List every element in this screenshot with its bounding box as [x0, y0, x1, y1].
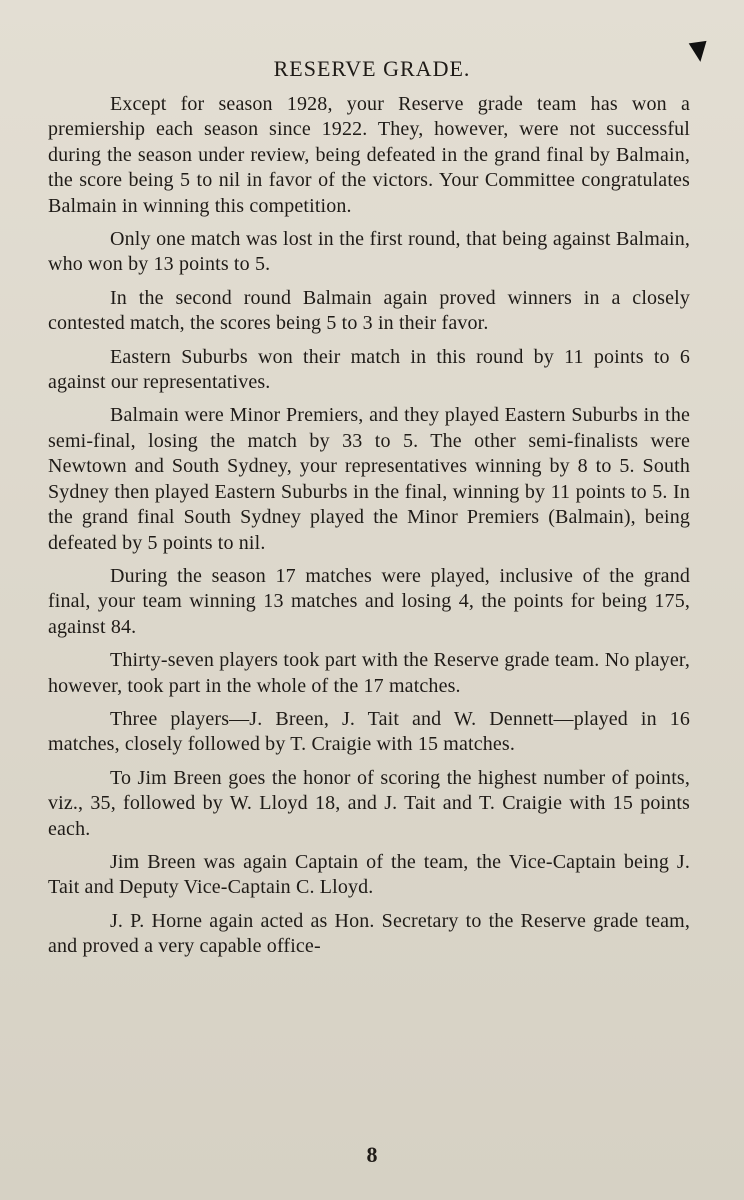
paragraph: Eastern Suburbs won their match in this round by 11 points to 6 against our representatives. — [48, 345, 690, 394]
paragraph: Except for season 1928, your Reserve grade team has won a premiership each season since 1922. They, however, were not successful during the season under review, being defeated in the grand final by Balmain, the score being 5 to nil in favor of the victors. Your Committee congratulates Balmain in winning this competition. — [48, 93, 690, 217]
body-text — [48, 92, 690, 960]
paragraph: To Jim Breen goes the honor of scoring the highest number of points, viz., 35, followed by W. Lloyd 18, and J. Tait and T. Craigie with 15 points each. — [48, 766, 690, 840]
paragraph: During the season 17 matches were played, inclusive of the grand final, your team winning 13 matches and losing 4, the points for being 175, against 84. — [48, 564, 690, 638]
paragraph: Only one match was lost in the first round, that being against Balmain, who won by 13 points to 5. — [48, 228, 690, 276]
page-number: 8 — [366, 1142, 378, 1167]
paragraph: Balmain were Minor Premiers, and they played Eastern Suburbs in the semi-final, losing the match by 33 to 5. The other semi-finalists were Newtown and South Sydney, your representatives winning by 8 to 5. South Sydney then played Eastern Suburbs in the final, winning by 11 points to 5. In the grand final South Sydney played the Minor Premiers (Balmain), being defeated by 5 points to nil. — [48, 404, 690, 554]
section-heading: RESERVE GRADE. — [273, 56, 471, 81]
paragraph: Thirty-seven players took part with the Reserve grade team. No player, however, took part in the whole of the 17 matches. — [48, 649, 690, 697]
paragraph: J. P. Horne again acted as Hon. Secretary to the Reserve grade team, and proved a very capable office- — [48, 909, 690, 958]
paragraph: Jim Breen was again Captain of the team, the Vice-Captain being J. Tait and Deputy Vice-Captain C. Lloyd. — [48, 850, 690, 899]
paragraph: In the second round Balmain again proved winners in a closely contested match, the scores being 5 to 3 in their favor. — [48, 286, 690, 335]
paragraph: Three players—J. Breen, J. Tait and W. Dennett—played in 16 matches, closely followed by T. Craigie with 15 matches. — [48, 707, 690, 756]
